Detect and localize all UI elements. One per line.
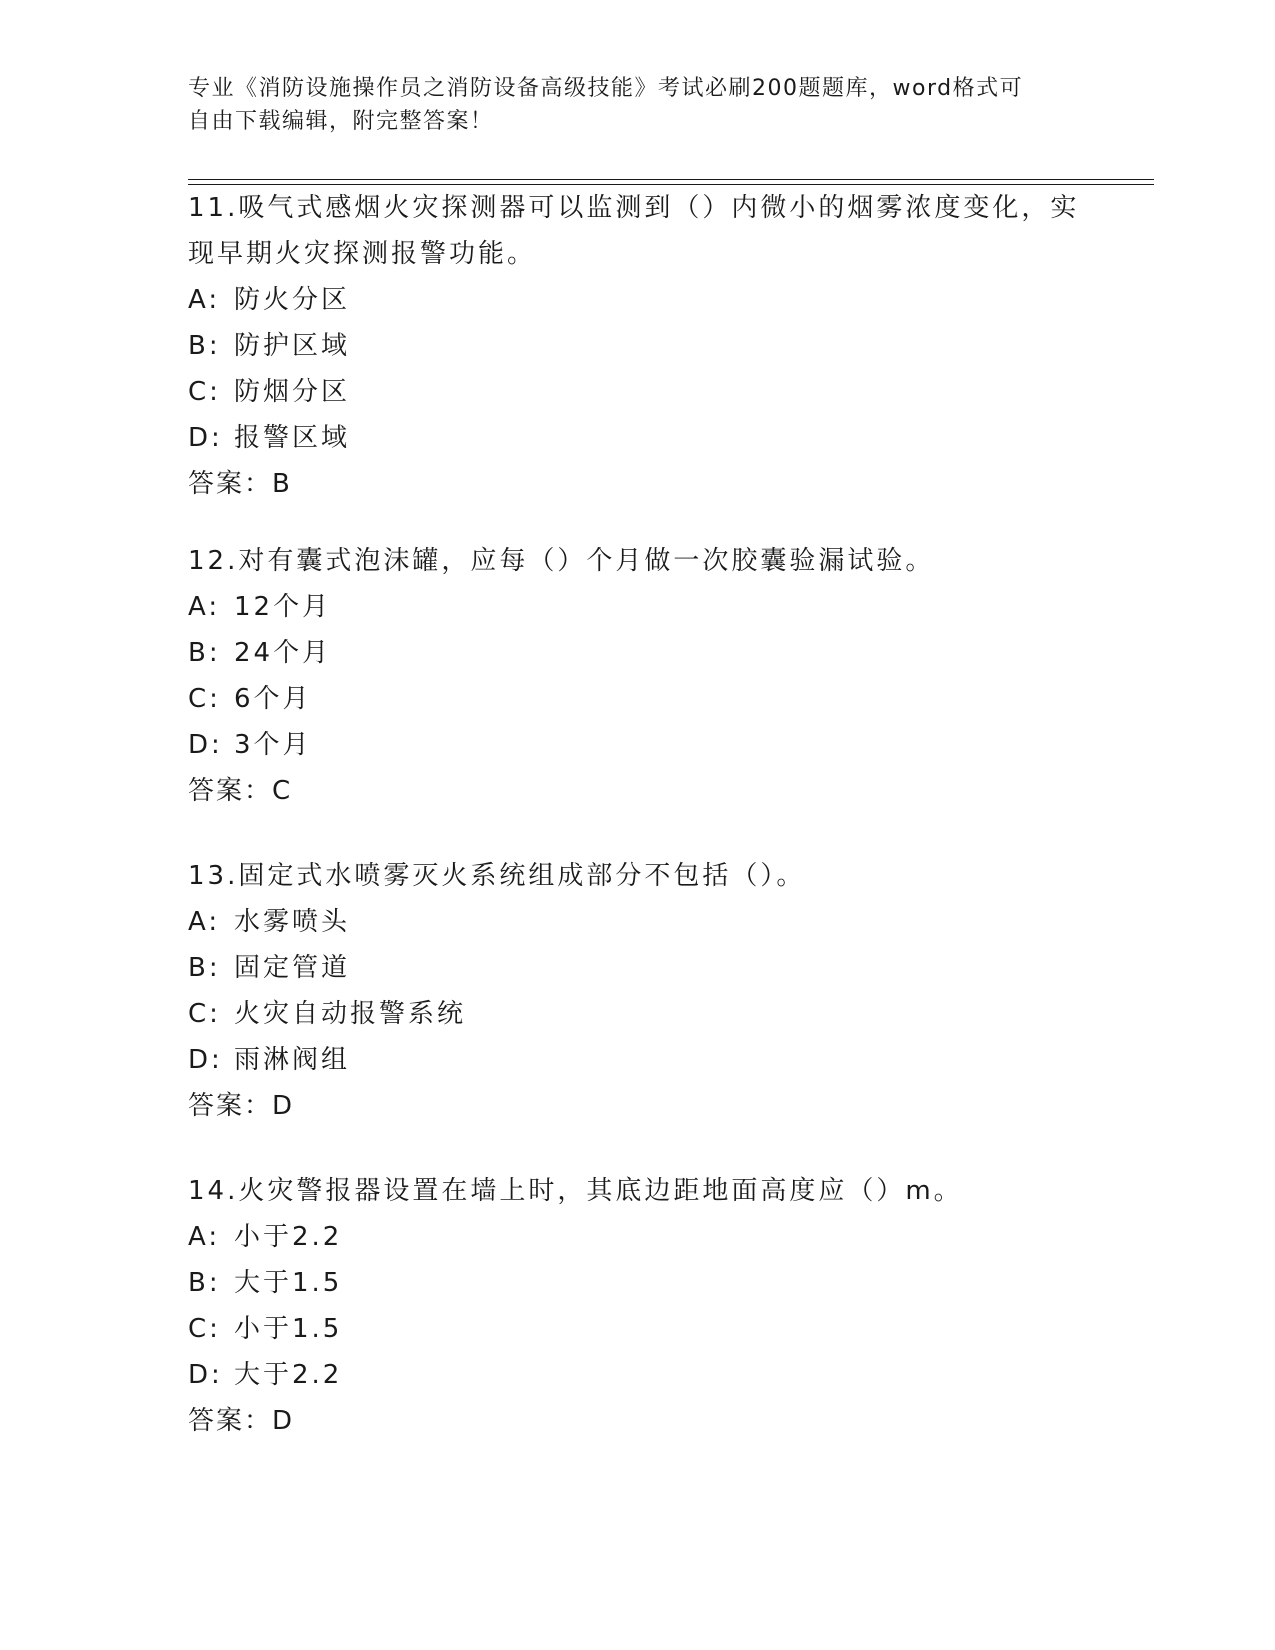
option-text: 水雾喷头 [234,907,351,937]
header-line-1: 专业《消防设施操作员之消防设备高级技能》考试必刷200题题库，word格式可 [188,76,1024,101]
question-13 [188,853,1088,1129]
question-stem: 13.固定式水喷雾灭火系统组成部分不包括（）。 [188,861,806,891]
header-divider-top [188,179,1154,180]
option-b [188,1260,1088,1306]
option-letter: D: [188,730,223,760]
option-d [188,415,1088,461]
option-letter: D: [188,423,223,453]
option-letter: C: [188,1314,221,1344]
question-12 [188,538,1088,814]
option-d [188,722,1088,768]
question-stem: 14.火灾警报器设置在墙上时，其底边距地面高度应（）m。 [188,1176,963,1206]
option-c [188,676,1088,722]
option-letter: B: [188,331,221,361]
option-letter: C: [188,684,221,714]
option-letter: D: [188,1045,223,1075]
option-a [188,899,1088,945]
option-letter: A: [188,592,221,622]
option-letter: C: [188,999,221,1029]
option-c [188,991,1088,1037]
option-c [188,369,1088,415]
answer-label: 答案：D [188,1406,295,1436]
option-letter: A: [188,285,221,315]
question-stem: 12.对有囊式泡沫罐，应每（）个月做一次胶囊验漏试验。 [188,546,935,576]
option-text: 6个月 [234,684,312,714]
question-stem: 11.吸气式感烟火灾探测器可以监测到（）内微小的烟雾浓度变化，实 [188,193,1080,223]
answer-label: 答案：D [188,1091,295,1121]
option-letter: B: [188,1268,221,1298]
option-text: 大于2.2 [234,1360,343,1390]
option-text: 报警区域 [234,423,351,453]
option-text: 大于1.5 [234,1268,343,1298]
option-c [188,1306,1088,1352]
option-letter: A: [188,907,221,937]
option-text: 小于1.5 [234,1314,343,1344]
option-text: 固定管道 [234,953,351,983]
option-b [188,630,1088,676]
option-b [188,945,1088,991]
option-letter: A: [188,1222,221,1252]
option-b [188,323,1088,369]
option-text: 火灾自动报警系统 [234,999,467,1029]
option-a [188,1214,1088,1260]
question-11 [188,185,1088,507]
option-letter: B: [188,953,221,983]
option-text: 12个月 [234,592,332,622]
question-14 [188,1168,1088,1444]
option-text: 小于2.2 [234,1222,343,1252]
question-stem-continued: 现早期火灾探测报警功能。 [188,239,537,269]
option-text: 防火分区 [234,285,351,315]
option-d [188,1352,1088,1398]
option-letter: D: [188,1360,223,1390]
option-letter: B: [188,638,221,668]
option-letter: C: [188,377,221,407]
answer-label: 答案：B [188,469,292,499]
option-text: 防护区域 [234,331,351,361]
option-text: 24个月 [234,638,332,668]
document-header [188,72,1088,138]
option-text: 雨淋阀组 [234,1045,351,1075]
option-a [188,277,1088,323]
option-text: 防烟分区 [234,377,351,407]
option-text: 3个月 [234,730,312,760]
answer-label: 答案：C [188,776,293,806]
header-line-2: 自由下载编辑，附完整答案！ [188,109,494,134]
option-d [188,1037,1088,1083]
option-a [188,584,1088,630]
